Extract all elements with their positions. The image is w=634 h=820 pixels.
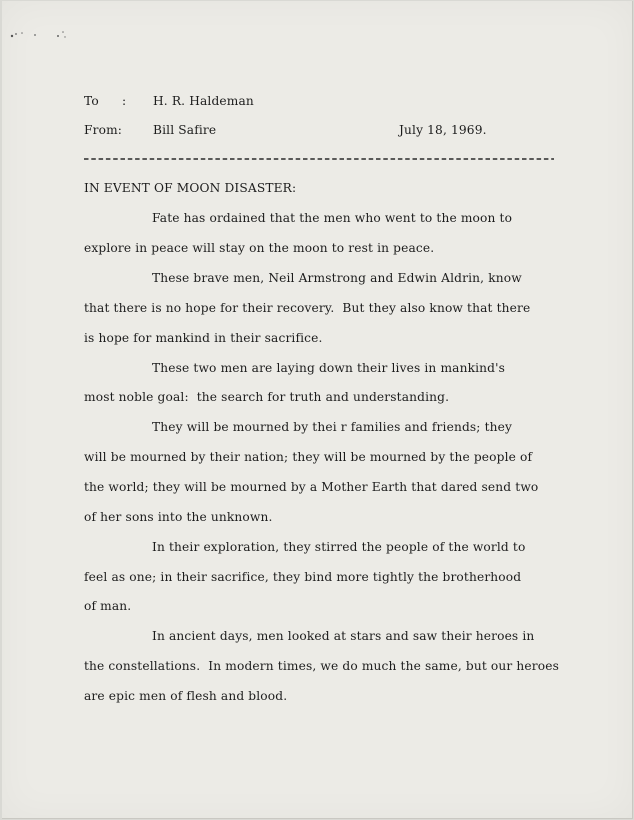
body-line: of man. <box>84 599 132 613</box>
body-line: These two men are laying down their lives in mankind's <box>152 361 506 375</box>
body-line: is hope for mankind in their sacrifice. <box>84 331 323 345</box>
paper-specks <box>10 27 70 41</box>
dashed-divider <box>84 157 554 161</box>
body-line: that there is no hope for their recovery. But they also know that there <box>84 301 531 315</box>
body-line: most noble goal: the search for truth and understanding. <box>84 390 450 404</box>
body-line: They will be mourned by thei r families and friends; they <box>152 420 513 434</box>
memo-date: July 18, 1969. <box>399 123 487 137</box>
body-line: Fate has ordained that the men who went to the moon to <box>152 211 513 225</box>
body-line: the constellations. In modern times, we do much the same, but our heroes <box>84 659 560 673</box>
body-line: explore in peace will stay on the moon to rest in peace. <box>84 241 435 255</box>
memo-heading: IN EVENT OF MOON DISASTER: <box>84 181 297 195</box>
body-line: In ancient days, men looked at stars and saw their heroes in <box>152 629 535 643</box>
body-line: These brave men, Neil Armstrong and Edwin Aldrin, know <box>152 271 522 285</box>
body-line: will be mourned by their nation; they will be mourned by the people of <box>84 450 533 464</box>
from-label: From: <box>84 123 123 137</box>
sender-name: Bill Safire <box>153 123 217 137</box>
body-line: are epic men of flesh and blood. <box>84 689 288 703</box>
body-line: of her sons into the unknown. <box>84 510 273 524</box>
body-line: feel as one; in their sacrifice, they bind more tightly the brotherhood <box>84 570 522 584</box>
body-line: the world; they will be mourned by a Mother Earth that dared send two <box>84 480 539 494</box>
to-label: To <box>84 94 99 108</box>
recipient-name: H. R. Haldeman <box>153 94 254 108</box>
body-line: In their exploration, they stirred the people of the world to <box>152 540 526 554</box>
memo-page <box>2 1 633 819</box>
to-colon: : <box>122 94 127 108</box>
